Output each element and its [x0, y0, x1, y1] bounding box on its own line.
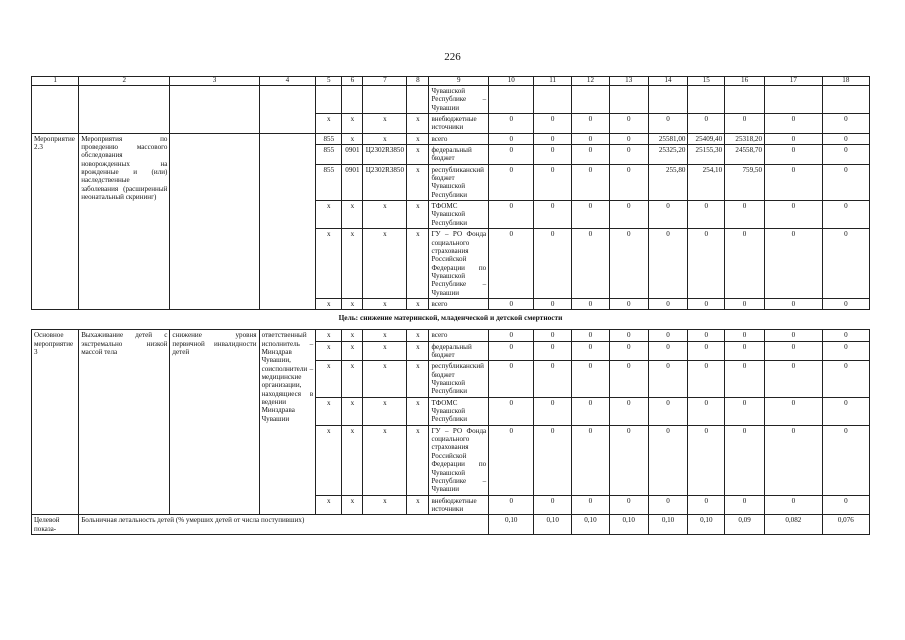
value-cell: 0 [822, 229, 869, 299]
value-cell: 0 [765, 133, 823, 144]
value-cell: 0 [489, 495, 534, 515]
col-num: 18 [822, 77, 869, 86]
program-table [31, 76, 870, 535]
value-cell: 0 [489, 201, 534, 229]
table-row [32, 85, 870, 113]
cell: х [363, 299, 407, 310]
program-table-sheet [31, 76, 870, 535]
funding-source: ГУ – РО Фонда социального страхования Российской Федерации по Чувашской Республике – Чувашии [429, 425, 489, 495]
value-cell: 0 [609, 330, 648, 341]
value-cell: 0 [572, 133, 610, 144]
empty-cell [79, 85, 170, 133]
value-cell: 0,082 [765, 515, 823, 535]
value-cell: 0 [648, 113, 688, 133]
value-cell: 0 [688, 113, 725, 133]
col-num: 13 [609, 77, 648, 86]
value-cell: 0 [489, 133, 534, 144]
value-cell: 0 [765, 495, 823, 515]
goal-heading: Цель: снижение материнской, младенческой и детской смертности [32, 310, 870, 330]
value-cell: 0 [648, 341, 688, 361]
value-cell: 0 [725, 229, 765, 299]
value-cell: 0 [725, 201, 765, 229]
value-cell: 0 [822, 164, 869, 200]
col-num: 12 [572, 77, 610, 86]
value-cell: 0 [822, 425, 869, 495]
value-cell: 0 [725, 495, 765, 515]
cell: х [342, 201, 363, 229]
col-num: 9 [429, 77, 489, 86]
value-cell: 0 [534, 330, 572, 341]
cell: х [363, 425, 407, 495]
cell: х [363, 361, 407, 397]
value-cell: 0,10 [534, 515, 572, 535]
cell: х [363, 201, 407, 229]
col-num: 3 [170, 77, 259, 86]
value-cell: 0,10 [688, 515, 725, 535]
col-num: 15 [688, 77, 725, 86]
col-num: 8 [407, 77, 429, 86]
value-cell: 0 [534, 341, 572, 361]
value-cell: 0,10 [609, 515, 648, 535]
value-cell: 0 [534, 229, 572, 299]
funding-source: республиканский бюджет Чувашской Республики [429, 361, 489, 397]
value-cell: 0 [765, 397, 823, 425]
value-cell: 0 [688, 201, 725, 229]
value-cell: 0 [609, 201, 648, 229]
value-cell: 0 [725, 425, 765, 495]
cell: х [342, 229, 363, 299]
value-cell: 0 [765, 299, 823, 310]
value-cell: 0,10 [572, 515, 610, 535]
measure-result: снижение уровня первичной инвалидности детей [170, 330, 259, 515]
cell: х [342, 397, 363, 425]
cell: х [342, 330, 363, 341]
funding-source: федеральный бюджет [429, 341, 489, 361]
value-cell: 0 [534, 201, 572, 229]
goal-row [32, 310, 870, 330]
value-cell: 0 [572, 113, 610, 133]
table-row [32, 133, 870, 144]
table-row [32, 330, 870, 341]
empty-cell [170, 85, 259, 133]
value-cell: 0 [572, 229, 610, 299]
cell: х [342, 341, 363, 361]
measure-label: Основное мероприятие 3 [32, 330, 79, 515]
col-num: 5 [316, 77, 342, 86]
col-num: 14 [648, 77, 688, 86]
value-cell: 0 [648, 229, 688, 299]
value-cell: 24558,70 [725, 144, 765, 164]
column-number-row [32, 77, 870, 86]
cell: х [363, 341, 407, 361]
measure-description: Выхаживание детей с экстремально низкой массой тела [79, 330, 170, 515]
cell: х [407, 330, 429, 341]
value-cell: 0 [534, 397, 572, 425]
value-cell: 0 [609, 229, 648, 299]
cell: х [316, 425, 342, 495]
value-cell: 0 [725, 341, 765, 361]
value-cell: 0 [534, 299, 572, 310]
value-cell: 0 [822, 201, 869, 229]
value-cell: 0 [572, 144, 610, 164]
value-cell: 0 [609, 361, 648, 397]
cell: х [363, 397, 407, 425]
value-cell: 0 [688, 341, 725, 361]
value-cell: 0 [822, 341, 869, 361]
cell: х [316, 397, 342, 425]
value-cell: 0 [572, 361, 610, 397]
value-cell: 0,10 [489, 515, 534, 535]
value-cell: 0 [489, 397, 534, 425]
value-cell: 0 [765, 425, 823, 495]
empty-cell [572, 85, 610, 113]
empty-cell [407, 85, 429, 113]
cell: 855 [316, 144, 342, 164]
cell: х [342, 299, 363, 310]
value-cell: 0 [688, 299, 725, 310]
value-cell: 0 [534, 425, 572, 495]
value-cell: 0 [765, 229, 823, 299]
value-cell: 0 [572, 299, 610, 310]
value-cell: 25581,00 [648, 133, 688, 144]
value-cell: 0 [534, 133, 572, 144]
cell: 0901 [342, 164, 363, 200]
col-num: 16 [725, 77, 765, 86]
funding-source: федеральный бюджет [429, 144, 489, 164]
cell: х [342, 425, 363, 495]
value-cell: 0 [572, 341, 610, 361]
empty-cell [363, 85, 407, 113]
value-cell: 0 [688, 397, 725, 425]
col-num: 6 [342, 77, 363, 86]
col-num: 2 [79, 77, 170, 86]
value-cell: 0 [609, 299, 648, 310]
value-cell: 0 [609, 164, 648, 200]
measure-description: Мероприятия по проведению массового обследования новорожденных на врожденные и (или) наследственные заболевания (расширенный неонатальный скрининг) [79, 133, 170, 310]
value-cell: 0 [534, 144, 572, 164]
cell: х [316, 361, 342, 397]
target-indicator-text: Больничная летальность детей (% умерших детей от числа поступивших) [79, 515, 489, 535]
value-cell: 0,076 [822, 515, 869, 535]
value-cell: 0 [822, 299, 869, 310]
value-cell: 0 [572, 397, 610, 425]
cell: х [407, 144, 429, 164]
cell: х [363, 229, 407, 299]
col-num: 7 [363, 77, 407, 86]
empty-cell [765, 85, 823, 113]
cell: 855 [316, 164, 342, 200]
funding-source: внебюджетные источники [429, 113, 489, 133]
value-cell: 0 [534, 113, 572, 133]
value-cell: 0 [725, 361, 765, 397]
empty-cell [170, 133, 259, 310]
funding-source: республиканский бюджет Чувашской Республики [429, 164, 489, 200]
value-cell: 0 [688, 229, 725, 299]
value-cell: 0 [648, 299, 688, 310]
value-cell: 254,10 [688, 164, 725, 200]
cell: х [363, 495, 407, 515]
value-cell: 0 [765, 341, 823, 361]
value-cell: 0 [822, 361, 869, 397]
value-cell: 0 [688, 495, 725, 515]
value-cell: 0 [489, 361, 534, 397]
value-cell: 0 [765, 164, 823, 200]
empty-cell [688, 85, 725, 113]
value-cell: 0 [688, 330, 725, 341]
value-cell: 0 [534, 361, 572, 397]
value-cell: 0 [648, 361, 688, 397]
value-cell: 0 [725, 330, 765, 341]
value-cell: 0 [822, 495, 869, 515]
value-cell: 0 [572, 201, 610, 229]
cell: х [316, 113, 342, 133]
funding-source: всего [429, 299, 489, 310]
col-num: 10 [489, 77, 534, 86]
value-cell: 0 [489, 164, 534, 200]
cell: х [407, 113, 429, 133]
value-cell: 0 [489, 113, 534, 133]
cell: х [407, 397, 429, 425]
empty-cell [489, 85, 534, 113]
cell: х [407, 495, 429, 515]
value-cell: 25155,30 [688, 144, 725, 164]
cell: х [407, 341, 429, 361]
value-cell: 0 [725, 397, 765, 425]
empty-cell [822, 85, 869, 113]
value-cell: 0 [609, 397, 648, 425]
empty-cell [342, 85, 363, 113]
cell: х [316, 299, 342, 310]
cell: Ц2302R3850 [363, 164, 407, 200]
value-cell: 0 [609, 144, 648, 164]
cell: х [363, 133, 407, 144]
target-label: Целевой показа- [32, 515, 79, 535]
funding-source: ТФОМС Чувашской Республики [429, 201, 489, 229]
funding-source: Чувашской Республике – Чувашии [429, 85, 489, 113]
value-cell: 0 [822, 113, 869, 133]
value-cell: 0 [648, 397, 688, 425]
cell: х [407, 201, 429, 229]
value-cell: 0 [609, 341, 648, 361]
funding-source: внебюджетные источники [429, 495, 489, 515]
value-cell: 0 [648, 201, 688, 229]
value-cell: 0 [489, 330, 534, 341]
cell: х [363, 113, 407, 133]
value-cell: 0 [489, 229, 534, 299]
funding-source: всего [429, 330, 489, 341]
value-cell: 0 [765, 361, 823, 397]
cell: х [407, 229, 429, 299]
cell: х [407, 133, 429, 144]
value-cell: 759,50 [725, 164, 765, 200]
value-cell: 0 [489, 425, 534, 495]
value-cell: 0 [609, 425, 648, 495]
page-number: 226 [444, 51, 461, 63]
value-cell: 0 [489, 299, 534, 310]
col-num: 4 [259, 77, 316, 86]
value-cell: 0 [648, 330, 688, 341]
value-cell: 0 [609, 113, 648, 133]
cell: х [407, 425, 429, 495]
empty-cell [609, 85, 648, 113]
value-cell: 0 [765, 330, 823, 341]
value-cell: 0,09 [725, 515, 765, 535]
value-cell: 0 [609, 133, 648, 144]
value-cell: 0 [822, 397, 869, 425]
value-cell: 0 [688, 425, 725, 495]
value-cell: 0 [572, 330, 610, 341]
value-cell: 0 [609, 495, 648, 515]
cell: х [316, 201, 342, 229]
funding-source: всего [429, 133, 489, 144]
cell: Ц2302R3850 [363, 144, 407, 164]
cell: х [316, 341, 342, 361]
value-cell: 0 [725, 113, 765, 133]
col-num: 1 [32, 77, 79, 86]
col-num: 17 [765, 77, 823, 86]
measure-label: Мероприятие 2.3 [32, 133, 79, 310]
cell: х [342, 133, 363, 144]
empty-cell [534, 85, 572, 113]
value-cell: 25409,40 [688, 133, 725, 144]
cell: х [342, 361, 363, 397]
value-cell: 0 [489, 144, 534, 164]
value-cell: 0 [765, 201, 823, 229]
value-cell: 25325,20 [648, 144, 688, 164]
value-cell: 0 [534, 164, 572, 200]
cell: 0901 [342, 144, 363, 164]
empty-cell [259, 85, 316, 133]
value-cell: 0 [648, 425, 688, 495]
measure-executor: ответственный исполнитель – Минздрав Чувашии, соисполнители – медицинские организации, находящиеся в ведении Минздрава Чувашии [259, 330, 316, 515]
cell: х [316, 495, 342, 515]
value-cell: 0 [572, 495, 610, 515]
value-cell: 0,10 [648, 515, 688, 535]
value-cell: 0 [822, 144, 869, 164]
value-cell: 0 [688, 361, 725, 397]
value-cell: 0 [765, 113, 823, 133]
value-cell: 0 [489, 341, 534, 361]
cell: х [342, 113, 363, 133]
empty-cell [259, 133, 316, 310]
value-cell: 0 [725, 299, 765, 310]
cell: 855 [316, 133, 342, 144]
value-cell: 255,80 [648, 164, 688, 200]
value-cell: 0 [648, 495, 688, 515]
value-cell: 0 [822, 133, 869, 144]
empty-cell [32, 85, 79, 133]
funding-source: ГУ – РО Фонда социального страхования Российской Федерации по Чувашской Республике – Чувашии [429, 229, 489, 299]
cell: х [407, 361, 429, 397]
empty-cell [648, 85, 688, 113]
target-indicator-row [32, 515, 870, 535]
value-cell: 0 [534, 495, 572, 515]
value-cell: 25318,20 [725, 133, 765, 144]
value-cell: 0 [765, 144, 823, 164]
cell: х [407, 299, 429, 310]
col-num: 11 [534, 77, 572, 86]
cell: х [407, 164, 429, 200]
cell: х [363, 330, 407, 341]
funding-source: ТФОМС Чувашской Республики [429, 397, 489, 425]
value-cell: 0 [572, 425, 610, 495]
empty-cell [725, 85, 765, 113]
cell: х [316, 229, 342, 299]
empty-cell [316, 85, 342, 113]
cell: х [316, 330, 342, 341]
value-cell: 0 [822, 330, 869, 341]
value-cell: 0 [572, 164, 610, 200]
cell: х [342, 495, 363, 515]
